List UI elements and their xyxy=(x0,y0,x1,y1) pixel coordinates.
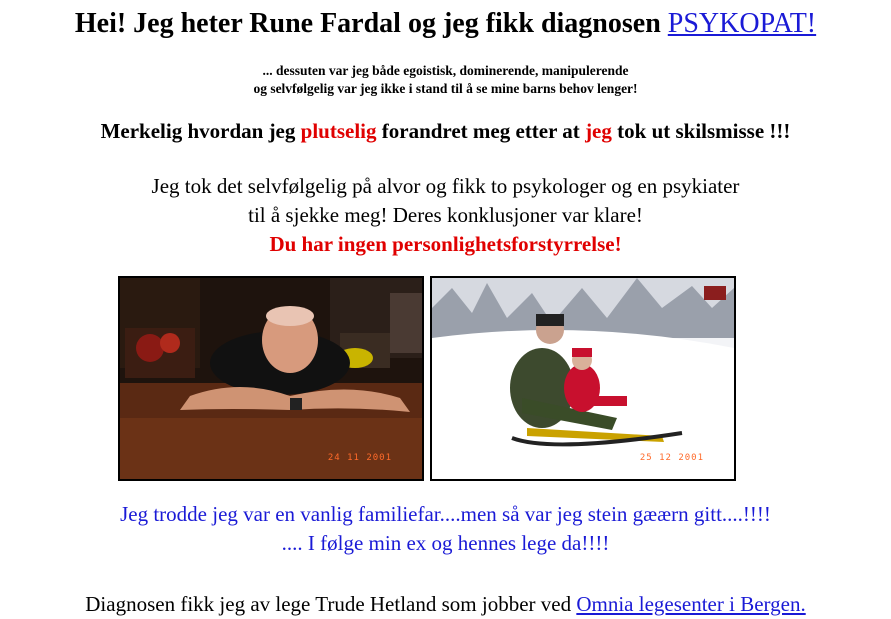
statement-line-3: Du har ingen personlighetsforstyrrelse! xyxy=(269,232,622,256)
blue-line-2: .... I følge min ex og hennes lege da!!!! xyxy=(281,531,610,555)
merkelig-red-1: plutselig xyxy=(300,119,377,143)
blue-line-1: Jeg trodde jeg var en vanlig familiefar....men så var jeg stein gæærn gitt....!!!! xyxy=(120,502,771,526)
photo-sled-in-snow-image xyxy=(432,278,734,479)
merkelig-heading xyxy=(0,117,891,145)
photo1-date-stamp: 24 11 2001 xyxy=(327,453,392,463)
merkelig-red-2: jeg xyxy=(585,119,612,143)
psykopat-link[interactable]: PSYKOPAT! xyxy=(667,8,817,39)
diagnosis-text: Diagnosen fikk jeg av lege Trude Hetland som jobber ved xyxy=(85,592,577,616)
subtitle xyxy=(0,62,891,98)
photo-sled-in-snow xyxy=(430,276,736,481)
merkelig-part-2: forandret meg etter at xyxy=(376,119,586,143)
photo-man-at-table xyxy=(118,276,424,481)
diagnosis-line xyxy=(0,590,891,618)
page-title xyxy=(0,6,891,42)
statement-line-1: Jeg tok det selvfølgelig på alvor og fikk to psykologer og en psykiater xyxy=(151,174,740,198)
subtitle-line-2: og selvfølgelig var jeg ikke i stand til å se mine barns behov lenger! xyxy=(253,81,638,96)
merkelig-part-3: tok ut skilsmisse !!! xyxy=(611,119,791,143)
statement-line-2: til å sjekke meg! Deres konklusjoner var klare! xyxy=(248,203,643,227)
subtitle-line-1: ... dessuten var jeg både egoistisk, dominerende, manipulerende xyxy=(262,63,629,78)
photo2-date-stamp: 25 12 2001 xyxy=(639,453,704,463)
photo-man-at-table-image xyxy=(120,278,422,479)
title-text: Hei! Jeg heter Rune Fardal og jeg fikk diagnosen xyxy=(74,8,668,39)
statement-block xyxy=(0,172,891,259)
blue-text-block xyxy=(0,500,891,558)
omnia-legesenter-link[interactable]: Omnia legesenter i Bergen. xyxy=(576,592,806,616)
merkelig-part-1: Merkelig hvordan jeg xyxy=(100,119,301,143)
